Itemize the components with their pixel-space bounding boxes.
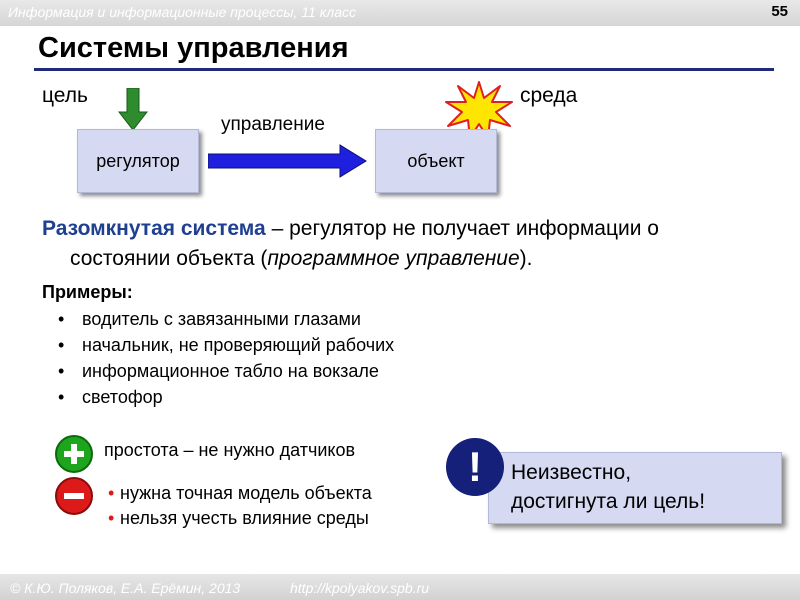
header-bar <box>0 0 800 26</box>
goal-label: цель <box>42 84 88 107</box>
control-label: управление <box>221 114 325 135</box>
list-item: • светофор <box>58 384 394 410</box>
footer-authors: © К.Ю. Поляков, Е.А. Ерёмин, 2013 <box>10 580 241 596</box>
definition-italic: программное управление <box>267 247 520 270</box>
examples-heading: Примеры: <box>42 282 133 302</box>
warning-line-1: Неизвестно, <box>511 461 632 484</box>
regulator-label: регулятор <box>96 150 180 171</box>
title-underline <box>34 68 774 71</box>
down-arrow-icon <box>118 88 148 132</box>
definition-text-2: состоянии объекта ( <box>70 247 268 270</box>
right-arrow-icon <box>208 143 368 179</box>
list-item: • информационное табло на вокзале <box>58 358 394 384</box>
pros-item: простота – не нужно датчиков <box>104 440 356 460</box>
slide-title: Системы управления <box>38 32 349 64</box>
plus-icon <box>55 435 93 473</box>
exclamation-icon: ! <box>446 438 504 496</box>
minus-icon <box>55 477 93 515</box>
object-label: объект <box>407 150 465 171</box>
regulator-box <box>77 129 199 193</box>
definition-term: Разомкнутая система <box>42 217 266 240</box>
footer-url[interactable]: http://kpolyakov.spb.ru <box>290 580 430 596</box>
definition-paragraph <box>42 214 782 274</box>
warning-line-2: достигнута ли цель! <box>511 490 706 513</box>
list-item: • начальник, не проверяющий рабочих <box>58 332 394 358</box>
list-item: • нельзя учесть влияние среды <box>108 506 372 531</box>
examples-list <box>58 306 394 410</box>
definition-text-1: – регулятор не получает информации о <box>265 217 659 240</box>
environment-label: среда <box>520 84 578 107</box>
definition-text-3: ). <box>519 247 533 270</box>
cons-list <box>108 481 372 531</box>
list-item: • водитель с завязанными глазами <box>58 306 394 332</box>
page-number: 55 <box>771 3 788 20</box>
object-box <box>375 129 497 193</box>
list-item: • нужна точная модель объекта <box>108 481 372 506</box>
warning-callout <box>488 452 782 524</box>
course-title: Информация и информационные процессы, 11 класс <box>8 4 357 20</box>
footer-bar <box>0 574 800 600</box>
